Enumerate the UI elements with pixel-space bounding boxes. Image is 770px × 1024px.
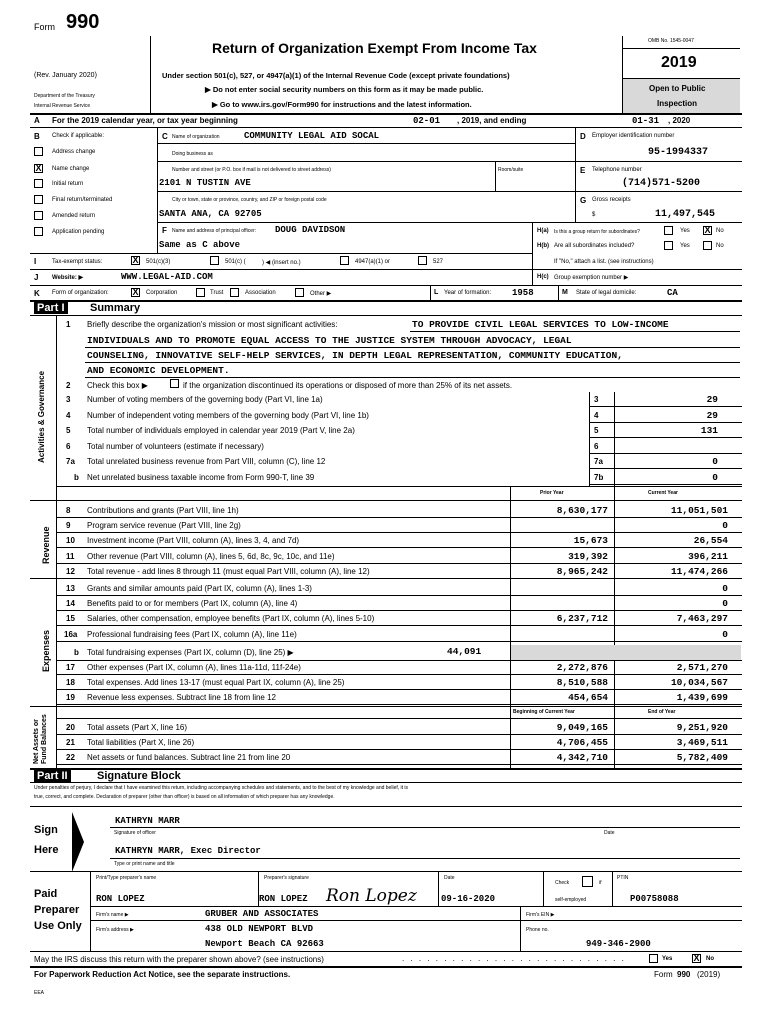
money-line-text: Salaries, other compensation, employee benefits (Part IX, column (A), lines 5-10) [87,614,375,624]
money-line-current: 1,439,699 [676,692,728,704]
money-line-num: 11 [66,551,75,561]
gov-line-box: 4 [594,410,599,420]
col-end-year: End of Year [648,709,676,715]
ha-text: Is this a group return for subordinates? [554,229,640,235]
open-public-label: Open to Public [649,84,706,93]
ha-no-checkbox[interactable]: X [704,225,711,235]
money-line-num: 21 [66,738,75,748]
form-subtitle: Under section 501(c), 527, or 4947(a)(1) of the Internal Revenue Code (except private foundations) [162,71,510,80]
money-line-prior: 9,049,165 [556,722,608,733]
association-label: Association [245,290,276,296]
hb-no-label: No [716,243,724,249]
footer-form-year: (2019) [697,970,721,979]
line-16b-value: 44,091 [447,646,482,657]
city-state-zip: SANTA ANA, CA 92705 [159,209,262,219]
gov-line-num: 5 [66,426,71,435]
money-line-text: Total expenses. Add lines 13-17 (must equal Part IX, column (A), line 25) [87,678,345,688]
col-beginning-year: Beginning of Current Year [513,709,575,715]
527-label: 527 [433,259,444,265]
line-a-text: For the 2019 calendar year, or tax year beginning [52,116,238,125]
gov-line-text: Number of voting members of the governing body (Part VI, line 1a) [87,395,323,404]
gov-line-text: Total number of individuals employed in calendar year 2019 (Part V, line 2a) [87,426,355,435]
gov-line-value: 29 [706,409,718,421]
ha-no-label: No [716,228,724,234]
line-a-mid: , 2019, and ending [457,116,527,125]
firm-name-label: Firm's name ▶ [96,912,129,918]
officer-label: Name and address of principal officer: [172,228,257,234]
association-checkbox[interactable] [230,288,239,297]
check-applicable-label: Check if applicable: [52,133,105,139]
phone-label: Telephone number [592,167,642,173]
money-line-prior: 8,630,177 [556,505,608,516]
ha-yes-label: Yes [680,228,690,234]
line-2-text-a: Check this box ▶ [87,381,148,390]
preparer-date: 09-16-2020 [441,894,496,904]
money-line-num: 14 [66,599,75,609]
side-net-assets [33,714,49,764]
tax-year-end: 01-31 [632,116,660,126]
street-address: 2101 N TUSTIN AVE [159,178,251,188]
hb-text: Are all subordinates included? [554,243,635,249]
discuss-yes-checkbox[interactable] [649,954,658,963]
ein-label: Employer identification number [592,133,675,139]
hb-no-checkbox[interactable] [703,241,712,250]
money-line-current: 3,469,511 [676,737,728,749]
money-line-current: 7,463,297 [676,613,728,625]
money-line-text: Revenue less expenses. Subtract line 18 from line 12 [87,693,276,703]
tax-year-begin: 02-01 [413,116,441,126]
side-net-assets-line-1: Net Assets or [33,719,40,764]
firm-ein-label: Firm's EIN ▶ [526,912,555,918]
discuss-yes-label: Yes [662,956,673,962]
money-line-current: 26,554 [693,535,728,547]
principal-officer: DOUG DAVIDSON [275,225,346,235]
amended-return-checkbox[interactable] [34,211,43,220]
self-employed-checkbox[interactable] [582,876,593,887]
money-line-current: 0 [722,598,728,610]
part-i-label: Part I [34,302,68,314]
tax-exempt-label: Tax-exempt status: [52,259,103,265]
tax-year-end-year: , 2020 [668,116,691,125]
side-net-assets-line-2: Fund Balances [41,714,48,764]
ha-label: H(a) [537,228,549,234]
4947-checkbox[interactable] [340,256,349,265]
dept-treasury: Department of the Treasury [34,93,95,99]
money-line-prior: 8,965,242 [556,565,608,577]
street-label: Number and street (or P.O. box if mail is not delivered to street address) [172,167,331,173]
final-return-checkbox[interactable] [34,195,43,204]
col-prior-year: Prior Year [540,490,564,496]
preparer-label: Preparer [34,904,80,916]
org-name: COMMUNITY LEGAL AID SOCAL [244,131,380,141]
money-line-current: 11,474,266 [670,565,728,577]
money-line-num: 12 [66,566,75,576]
signature-officer-label: Signature of officer [114,830,156,836]
preparer-name: RON LOPEZ [96,894,145,904]
initial-return-checkbox[interactable] [34,179,43,188]
org-name-label: Name of organization [172,134,220,140]
website-value: WWW.LEGAL-AID.COM [121,272,213,282]
line-1-num: 1 [66,320,71,329]
name-change-label: Name change [52,166,90,172]
mission-line-1: TO PROVIDE CIVIL LEGAL SERVICES TO LOW-INCOME [412,319,669,330]
gov-line-box: 5 [594,426,599,435]
dba-label: Doing business as [172,151,213,157]
gov-line-text: Total unrelated business revenue from Part VIII, column (C), line 12 [87,457,326,466]
year-formation-value: 1958 [512,288,534,298]
line-16b-text: Total fundraising expenses (Part IX, column (D), line 25) ▶ [87,648,294,657]
ha-yes-checkbox[interactable] [664,226,673,235]
line-2-text-b: if the organization discontinued its operations or disposed of more than 25% of its net assets. [183,381,513,390]
trust-label: Trust [210,290,224,296]
money-line-text: Total revenue - add lines 8 through 11 (must equal Part VIII, column (A), line 12) [87,566,370,576]
hc-label: H(c) [537,274,549,280]
dollar-sign: $ [592,212,596,218]
527-checkbox[interactable] [418,256,427,265]
discuss-leader-dots: . . . . . . . . . . . . . . . . . . . . . . . . . . . [402,954,626,963]
money-line-text: Investment income (Part VIII, column (A), lines 3, 4, and 7d) [87,536,300,546]
4947-label: 4947(a)(1) or [355,259,391,265]
mission-line-4: AND ECONOMIC DEVELOPMENT. [87,365,230,376]
sign-label: Sign [34,824,58,836]
use-only-label: Use Only [34,920,82,932]
check-label: Check [555,880,570,886]
firm-name: GRUBER AND ASSOCIATES [205,909,319,919]
officer-name-title: KATHRYN MARR, Exec Director [115,846,261,856]
website-instruction: ▶ Go to www.irs.gov/Form990 for instructions and the latest information. [212,100,472,109]
money-line-text: Total liabilities (Part X, line 26) [87,738,195,748]
gov-line-value: 131 [700,425,718,436]
firm-address-2: Newport Beach CA 92663 [205,939,324,949]
if-label: if [599,880,602,886]
line-e-letter: E [580,166,586,175]
line-a-letter: A [34,116,40,125]
paid-label: Paid [34,888,58,900]
money-line-current: 0 [722,628,728,640]
money-line-num: 22 [66,753,75,763]
preparer-date-label: Date [444,875,455,881]
officer-signature: KATHRYN MARR [115,816,180,826]
address-change-checkbox[interactable] [34,147,43,156]
form-word: Form [34,22,55,32]
self-employed-label: self-employed [555,897,587,903]
discuss-no-label: No [706,956,714,962]
line-16b-shade [511,645,741,660]
501c3-checkbox[interactable]: X [132,255,139,265]
line-d-letter: D [580,132,586,141]
side-activities-governance: Activities & Governance [37,370,46,463]
domicile-state: CA [667,288,678,298]
hb-label: H(b) [537,243,549,249]
firm-address-label: Firm's address ▶ [96,927,134,933]
hb-yes-checkbox[interactable] [664,241,673,250]
preparer-handwritten-signature: Ron Lopez [326,886,417,906]
line-m-letter: M [562,289,568,296]
money-line-current: 5,782,409 [676,752,728,764]
gov-line-text: Number of independent voting members of the governing body (Part VI, line 1b) [87,410,369,420]
gov-line-value: 0 [712,471,718,483]
part-ii-label: Part II [34,770,71,782]
money-line-num: 16a [64,629,78,639]
money-line-num: 17 [66,663,75,672]
other-org-label: Other ▶ [310,291,332,297]
name-change-checkbox[interactable]: X [35,163,42,173]
eea-label: EEA [34,990,45,996]
gross-receipts-label: Gross receipts [592,197,631,203]
gov-line-text: Net unrelated business taxable income from Form 990-T, line 39 [87,472,315,482]
money-line-num: 10 [66,536,75,546]
money-line-prior: 6,237,712 [556,613,608,625]
money-line-text: Program service revenue (Part VIII, line 2g) [87,521,241,531]
perjury-line-1: Under penalties of perjury, I declare that I have examined this return, including accompanying schedules and statements, and to the best of my knowledge and belief, it is [34,785,409,791]
money-line-num: 20 [66,723,75,732]
money-line-text: Other expenses (Part IX, column (A), lines 11a-11d, 11f-24e) [87,663,301,672]
mission-line-2: INDIVIDUALS AND TO PROMOTE EQUAL ACCESS TO THE JUSTICE SYSTEM THROUGH ADVOCACY, LEGAL [87,335,572,346]
line-c-letter: C [162,132,168,141]
form-of-org-label: Form of organization: [52,290,109,296]
pra-notice: For Paperwork Reduction Act Notice, see the separate instructions. [34,970,291,979]
name-title-label: Type or print name and title [114,861,175,867]
line-l-letter: L [434,289,439,296]
gov-line-box: 7b [594,472,604,482]
trust-checkbox[interactable] [196,288,205,297]
gov-line-value: 0 [712,456,718,467]
501c-label: 501(c) ( [225,259,246,265]
ptin-label: PTIN [617,875,629,881]
application-pending-label: Application pending [52,229,105,235]
sign-date-label: Date [604,830,615,836]
footer-form-word: Form [654,970,673,979]
money-line-prior: 4,342,710 [556,752,608,764]
money-line-prior: 319,392 [568,550,608,562]
501c3-label: 501(c)(3) [146,259,171,265]
tax-year: 2019 [661,54,697,71]
501c-checkbox[interactable] [210,256,219,265]
perjury-line-2: true, correct, and complete. Declaration of preparer (other than officer) is based on all information of which preparer has any knowledge. [34,794,335,800]
money-line-num: 13 [66,584,75,593]
discuss-no-checkbox[interactable]: X [693,953,700,963]
money-line-num: 15 [66,614,75,624]
year-formation-label: Year of formation: [444,290,492,296]
corporation-label: Corporation [146,290,178,296]
line-k-letter: K [34,289,40,298]
website-label: Website: ▶ [52,275,84,281]
money-line-text: Total assets (Part X, line 16) [87,723,188,732]
firm-phone: 949-346-2900 [586,939,651,949]
money-line-prior: 8,510,588 [556,677,608,689]
inspection-label: Inspection [657,99,698,108]
money-line-current: 10,034,567 [670,677,728,689]
omb-number: OMB No. 1545-0047 [648,38,694,44]
initial-return-label: Initial return [52,181,84,187]
final-return-label: Final return/terminated [52,197,113,203]
line-2-num: 2 [66,381,71,390]
gov-line-num: 7a [66,457,75,466]
address-change-label: Address change [52,149,96,155]
gov-line-num: 6 [66,441,71,451]
money-line-text: Net assets or fund balances. Subtract line 21 from line 20 [87,753,291,763]
discuss-question: May the IRS discuss this return with the preparer shown above? (see instructions) [34,955,324,964]
money-line-num: 8 [66,506,71,515]
city-label: City or town, state or province, country, and ZIP or foreign postal code [172,197,327,203]
line-g-letter: G [580,196,587,205]
ein-value: 95-1994337 [648,147,709,158]
money-line-text: Grants and similar amounts paid (Part IX, column (A), lines 1-3) [87,584,312,593]
gov-line-value: 29 [706,394,718,405]
discontinued-checkbox[interactable] [170,379,179,388]
line-i-letter: I [34,257,37,266]
sign-arrow-icon [72,812,86,872]
money-line-num: 18 [66,678,75,688]
hb-yes-label: Yes [680,243,690,249]
money-line-text: Contributions and grants (Part VIII, line 1h) [87,506,239,515]
application-pending-checkbox[interactable] [34,227,43,236]
gov-line-box: 6 [594,441,599,451]
gov-line-num: 4 [66,410,71,420]
money-line-text: Professional fundraising fees (Part IX, column (A), line 11e) [87,629,297,639]
room-suite-label: Room/suite [498,167,524,173]
line-j-letter: J [34,273,39,282]
firm-address-1: 438 OLD NEWPORT BLVD [205,924,314,934]
hc-text: Group exemption number ▶ [554,275,629,281]
col-current-year: Current Year [648,490,678,496]
form-number: 990 [66,11,100,33]
preparer-sig-label: Preparer's signature [264,875,309,881]
gov-line-text: Total number of volunteers (estimate if necessary) [87,441,264,451]
money-line-current: 2,571,270 [676,662,728,673]
line-f-letter: F [162,226,167,235]
gross-receipts-value: 11,497,545 [655,209,716,220]
insert-no-label: ) ◀ (insert no.) [262,260,301,266]
other-org-checkbox[interactable] [295,288,304,297]
ssn-instruction: ▶ Do not enter social security numbers on this form as it may be made public. [205,85,484,94]
here-label: Here [34,844,59,856]
money-line-current: 11,051,501 [670,505,728,516]
footer-form-num: 990 [677,970,691,979]
phone-value: (714)571-5200 [622,178,701,189]
amended-return-label: Amended return [52,213,96,219]
money-line-num: 19 [66,693,75,703]
preparer-name-label: Print/Type preparer's name [96,875,157,881]
gov-line-box: 7a [594,457,603,466]
corporation-checkbox[interactable]: X [132,287,139,297]
gov-line-num: 3 [66,395,71,404]
domicile-label: State of legal domicile: [576,290,637,296]
hb-note: If "No," attach a list. (see instructions) [554,259,654,265]
money-line-text: Other revenue (Part VIII, column (A), lines 5, 6d, 8c, 9c, 10c, and 11e) [87,551,335,561]
side-revenue: Revenue [41,526,51,564]
money-line-current: 396,211 [688,550,728,562]
money-line-num: 9 [66,521,71,531]
side-expenses: Expenses [41,629,51,672]
money-line-current: 9,251,920 [676,722,728,733]
gov-line-box: 3 [594,395,599,404]
money-line-prior: 2,272,876 [556,662,608,673]
form-title: Return of Organization Exempt From Income Tax [212,40,537,56]
money-line-current: 0 [722,520,728,532]
officer-address: Same as C above [159,240,241,250]
money-line-prior: 454,654 [568,692,608,704]
money-line-current: 0 [722,583,728,594]
phone-no-label: Phone no. [526,927,549,933]
gov-line-num: b [74,472,79,482]
preparer-sig-typed: RON LOPEZ [259,894,308,904]
part-i-title: Summary [90,302,141,314]
money-line-text: Benefits paid to or for members (Part IX, column (A), line 4) [87,599,298,609]
dept-irs: Internal Revenue Service [34,103,91,109]
line-b-letter: B [34,132,40,141]
preparer-ptin: P00758088 [630,894,679,904]
rev-date: (Rev. January 2020) [34,72,97,79]
mission-line-3: COUNSELING, INNOVATIVE SELF-HELP SERVICES, IN DEPTH LEGAL REPRESENTATION, COMMUNITY EDUCATION, [87,350,623,361]
line-1-text: Briefly describe the organization's mission or most significant activities: [87,320,338,329]
money-line-prior: 4,706,455 [556,737,608,749]
line-16b-num: b [74,648,79,657]
money-line-prior: 15,673 [573,535,608,547]
part-ii-title: Signature Block [97,770,181,782]
